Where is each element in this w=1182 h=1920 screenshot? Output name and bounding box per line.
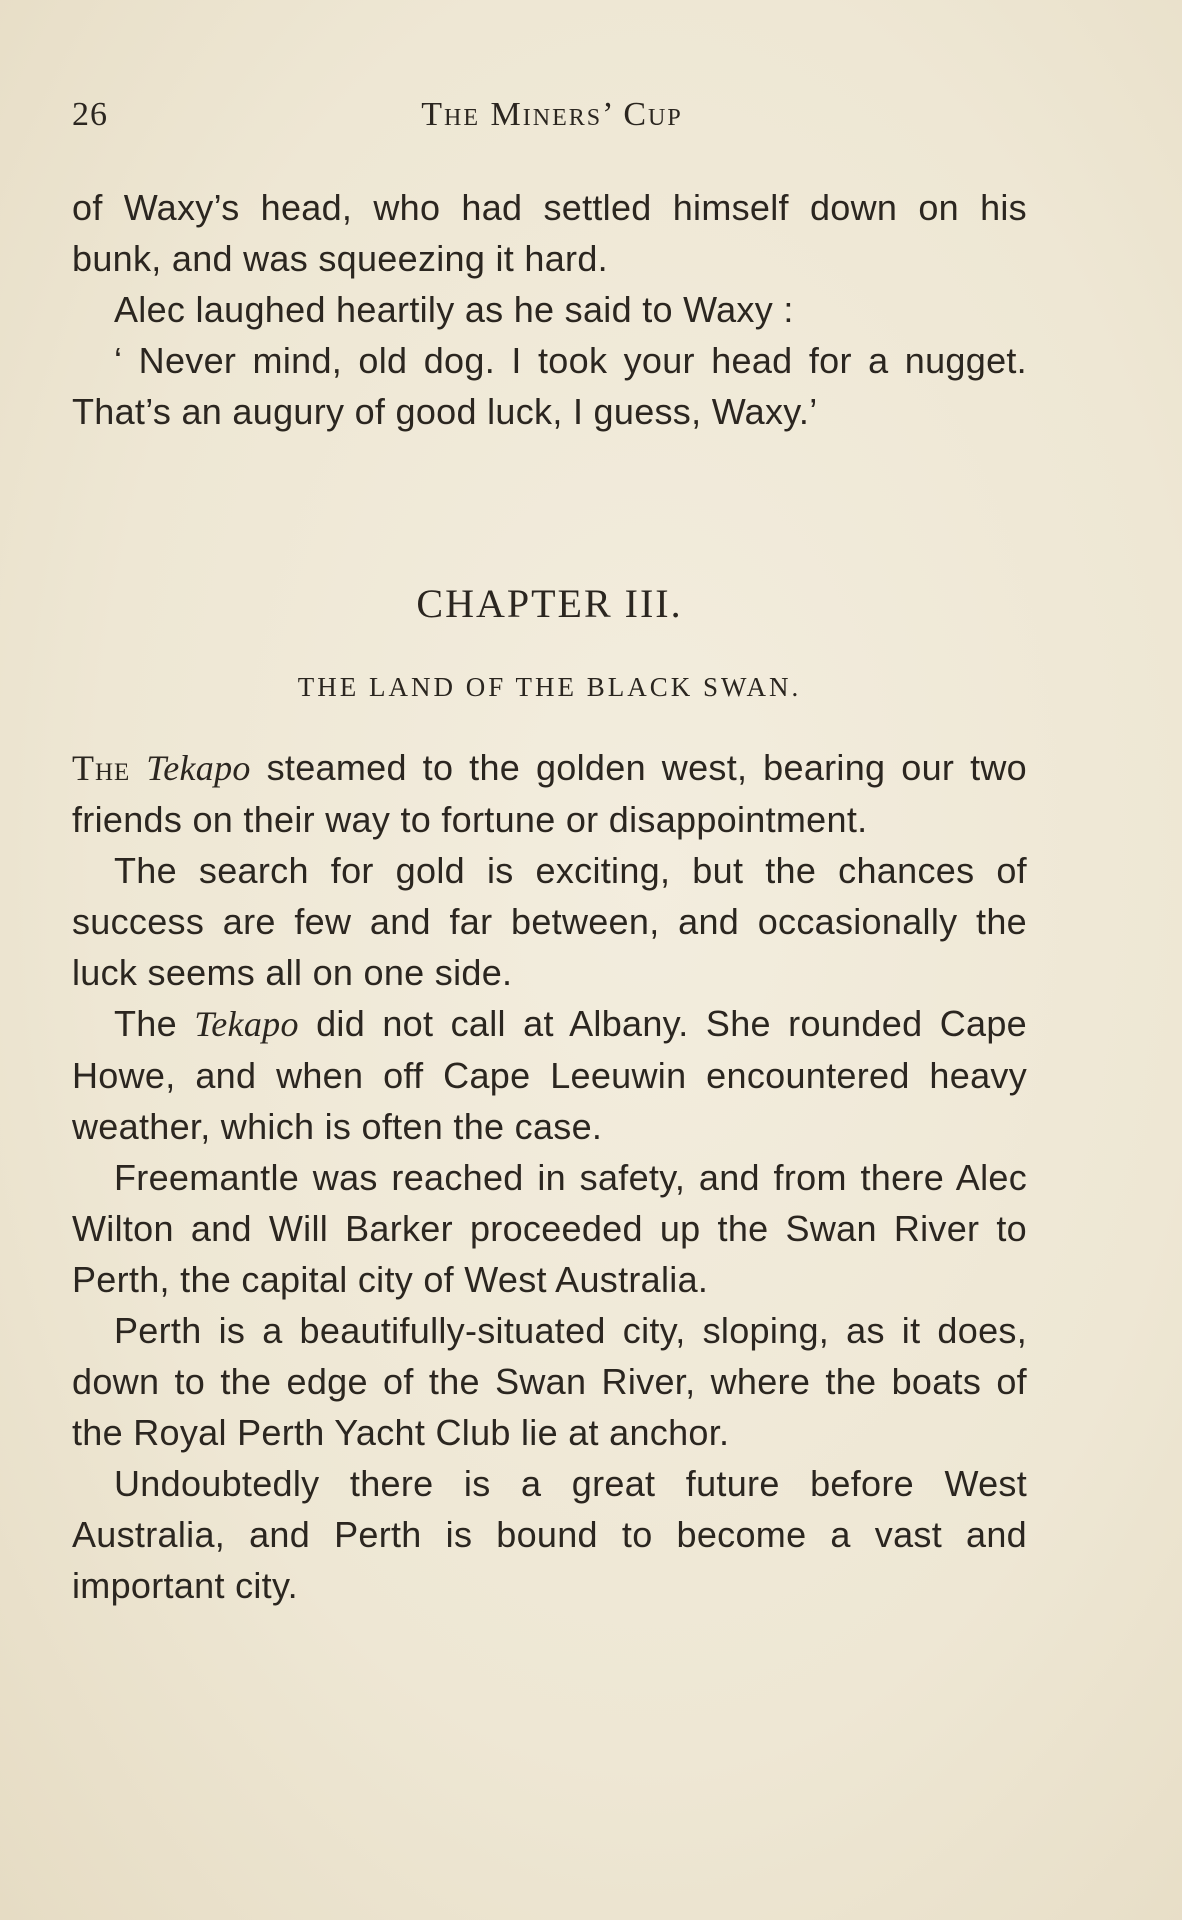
paragraph: Undoubtedly there is a great future before West Australia, and Perth is bound to become a vast and important city. — [72, 1463, 1027, 1606]
paragraph-text: The — [114, 1003, 195, 1044]
running-title: The Miners’ Cup — [421, 96, 683, 133]
paragraph — [72, 998, 1027, 1152]
paragraph-text: did not call at Albany. She rounded Cape Howe, and when off Cape Leeuwin encountered heavy weather, which is often the case. — [72, 1003, 1027, 1147]
paragraph: Alec laughed heartily as he said to Waxy : — [114, 289, 794, 330]
ship-name: Tekapo — [146, 748, 251, 788]
chapter-subtitle: THE LAND OF THE BLACK SWAN. — [297, 672, 802, 702]
paragraph: Perth is a beautifully-situated city, sloping, as it does, down to the edge of the Swan River, where the boats of the Royal Perth Yacht Club lie at anchor. — [72, 1310, 1027, 1453]
lead-word: The — [72, 748, 131, 788]
paragraph: ‘ Never mind, old dog. I took your head for a nugget. That’s an augury of good luck, I guess, Waxy.’ — [72, 340, 1027, 432]
paragraph: Freemantle was reached in safety, and from there Alec Wilton and Will Barker proceeded up the Swan River to Perth, the capital city of West Australia. — [72, 1157, 1027, 1300]
paragraph: of Waxy’s head, who had settled himself down on his bunk, and was squeezing it hard. — [72, 187, 1027, 279]
page-number: 26 — [72, 96, 108, 133]
chapter-body — [72, 742, 1027, 1611]
chapter-title: CHAPTER III. — [416, 581, 683, 626]
paragraph: The search for gold is exciting, but the chances of success are few and far between, and occasionally the luck seems all on one side. — [72, 850, 1027, 993]
ship-name: Tekapo — [194, 1004, 299, 1044]
running-head — [72, 96, 1032, 146]
continued-text — [72, 182, 1027, 437]
paragraph-text: steamed to the golden west, bearing our two friends on their way to fortune or disappointment. — [72, 747, 1027, 840]
paragraph — [72, 742, 1027, 845]
